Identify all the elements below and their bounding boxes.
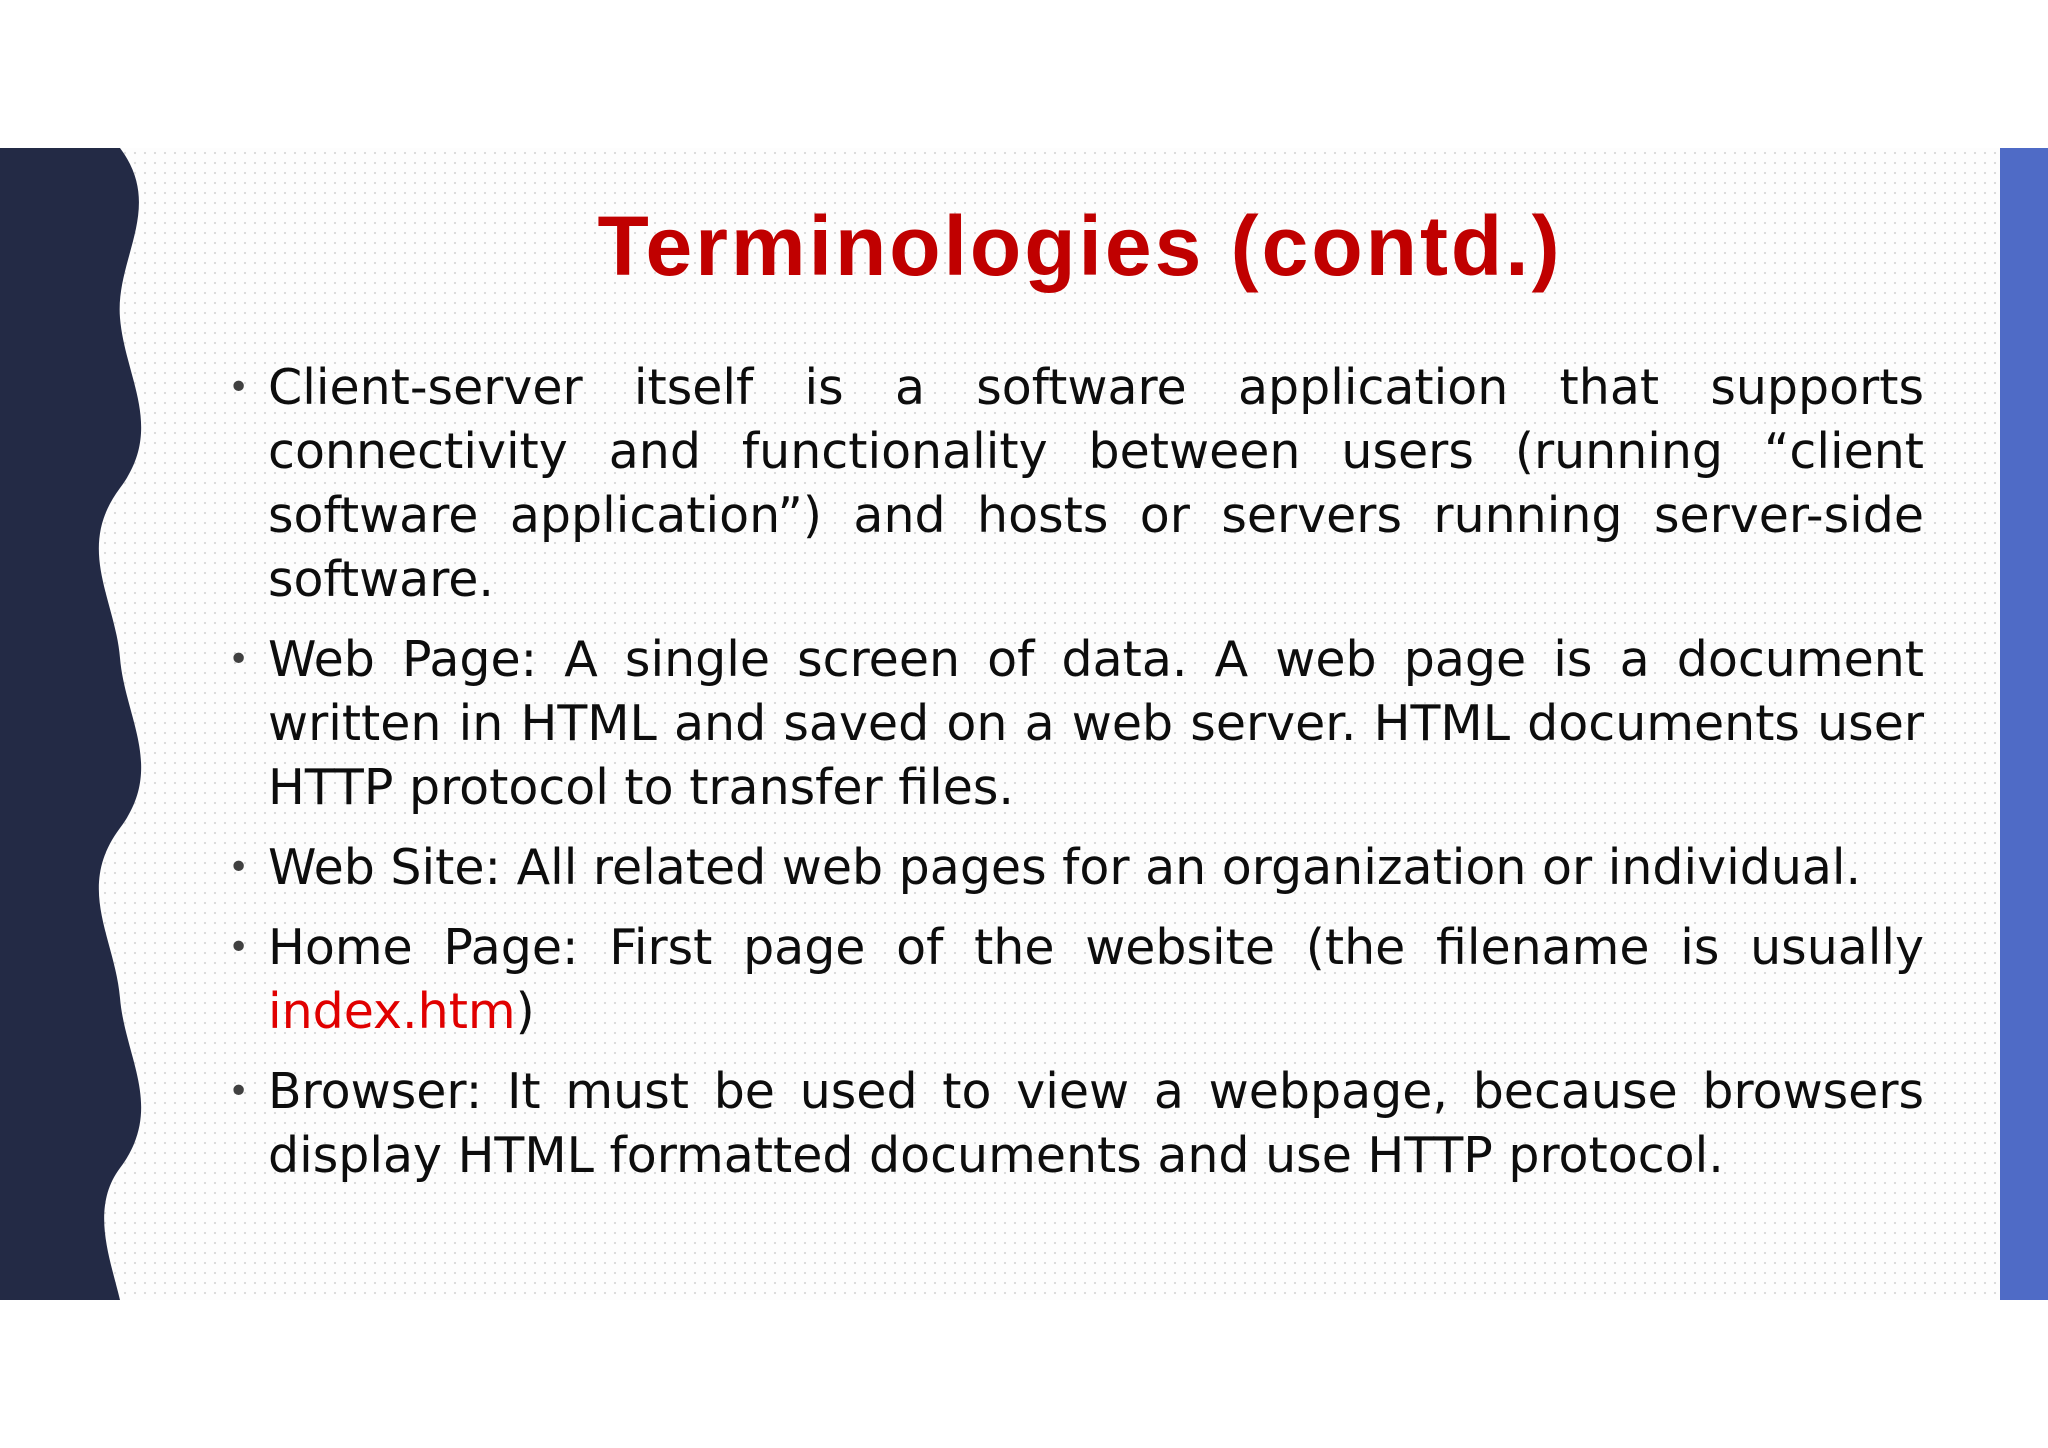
list-item (228, 628, 1924, 820)
list-item-text: Home Page: First page of the website (the filename is usually (268, 919, 1924, 976)
list-item (228, 836, 1924, 900)
list-item-text: Client-server itself is a software application that supports connectivity and functionality between users (running “client software application”) and hosts or servers running server-side software. (268, 359, 1924, 608)
slide (0, 148, 2048, 1300)
wavy-left-band (0, 148, 160, 1300)
bullet-icon: • (228, 639, 250, 680)
list-item-text-tail: ) (515, 983, 535, 1040)
right-accent-bar (2000, 148, 2048, 1300)
list-item-text: Web Page: A single screen of data. A web page is a document written in HTML and saved on a web server. HTML documents user HTTP protocol to transfer files. (268, 631, 1924, 816)
bullet-icon: • (228, 847, 250, 888)
list-item (228, 916, 1924, 1044)
bullet-icon: • (228, 927, 250, 968)
filename-highlight: index.htm (268, 983, 516, 1040)
list-item-text: Browser: It must be used to view a webpage, because browsers display HTML formatted documents and use HTTP protocol. (268, 1063, 1924, 1184)
bullet-icon: • (228, 367, 250, 408)
slide-title: Terminologies (contd.) (597, 199, 1563, 293)
list-item (228, 1060, 1924, 1188)
bullet-list (228, 356, 1924, 1204)
bullet-icon: • (228, 1071, 250, 1112)
list-item-text: Web Site: All related web pages for an organization or individual. (268, 839, 1862, 896)
list-item (228, 356, 1924, 612)
